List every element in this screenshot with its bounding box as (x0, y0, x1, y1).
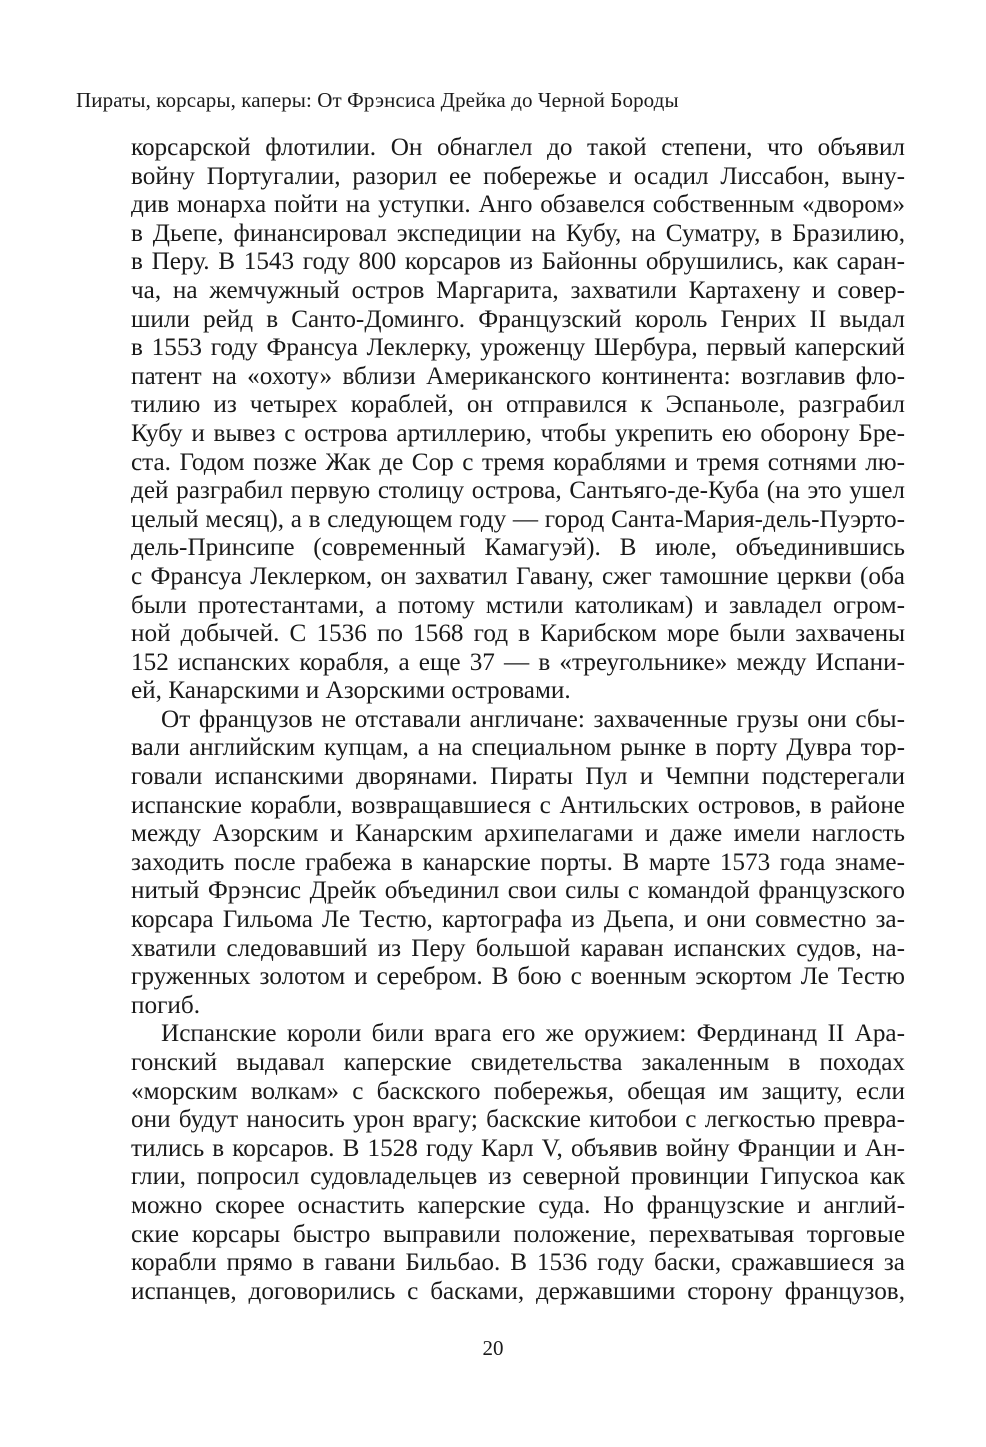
text-line: груженных золотом и серебром. В бою с военным эскортом Ле Тестю (131, 963, 905, 991)
text-line: вали английским купцам, а на специальном рынке в порту Дувра тор- (131, 734, 905, 762)
text-line: говали испанскими дворянами. Пираты Пул и Чемпни подстерегали (131, 763, 905, 791)
text-line: заходить после грабежа в канарские порты. В марте 1573 года знаме- (131, 848, 905, 876)
body-text (131, 134, 905, 1306)
text-line: войну Португалии, разорил ее побережье и осадил Лиссабон, выну- (131, 162, 905, 190)
paragraph (131, 134, 905, 706)
text-line: гонский выдавал каперские свидетельства закаленным в походах (131, 1049, 905, 1076)
text-line: Кубу и вывез с острова артиллерию, чтобы укрепить ею оборону Бре- (131, 419, 905, 447)
text-line: дель-Принсипе (современный Камагуэй). В июле, объединившись (131, 534, 905, 562)
text-line: целый месяц), а в следующем году — город Санта-Мария-дель-Пуэрто- (131, 505, 905, 533)
text-line: тились в корсаров. В 1528 году Карл V, объявив войну Франции и Ан- (131, 1134, 905, 1162)
text-line: 152 испанских корабля, а еще 37 — в «треугольнике» между Испани- (131, 648, 905, 676)
text-line: корсара Гильома Ле Тестю, картографа из Дьепа, и они совместно за- (131, 906, 905, 934)
text-line: див монарха пойти на уступки. Анго обзавелся собственным «двором» (131, 191, 905, 219)
text-line: погиб. (131, 991, 200, 1019)
text-line: ста. Годом позже Жак де Сор с тремя кораблями и тремя сотнями лю- (131, 448, 905, 476)
text-line: тилию из четырех кораблей, он отправился к Эспаньоле, разграбил (131, 391, 905, 419)
text-line: хватили следовавший из Перу большой караван испанских судов, на- (131, 934, 905, 962)
text-line: нитый Фрэнсис Дрейк объединил свои силы с командой французского (131, 877, 905, 905)
text-line: Испанские короли били врага его же оружием: Фердинанд II Ара- (161, 1020, 905, 1048)
text-line: они будут наносить урон врагу; баскские китобои с легкостью превра- (131, 1106, 905, 1134)
text-line: между Азорским и Канарским архипелагами и даже имели наглость (131, 820, 905, 848)
text-line: с Франсуа Леклерком, он захватил Гавану, сжег тамошние церкви (оба (131, 562, 905, 590)
text-line: патент на «охоту» вблизи Американского континента: возглавив фло- (131, 362, 905, 390)
running-head: Пираты, корсары, каперы: От Фрэнсиса Дрейка до Черной Бороды (76, 88, 679, 112)
text-line: ские корсары быстро выправили положение, перехватывая торговые (131, 1220, 905, 1248)
text-line: в 1553 году Франсуа Леклерку, уроженцу Шербура, первый каперский (131, 334, 905, 362)
text-line: можно скорее оснастить каперские суда. Но французские и англий- (131, 1191, 905, 1219)
text-line: дей разграбил первую столицу острова, Сантьяго-де-Куба (на это ушел (131, 477, 905, 505)
text-line: испанцев, договорились с басками, державшими сторону французов, (131, 1277, 905, 1305)
text-line: корабли прямо в гавани Бильбао. В 1536 году баски, сражавшиеся за (131, 1249, 905, 1277)
paragraph (131, 706, 905, 1021)
text-line: «морским волкам» с баскского побережья, обещая им защиту, если (131, 1077, 905, 1105)
text-line: в Дьепе, финансировал экспедиции на Кубу, на Суматру, в Бразилию, (131, 219, 905, 247)
page-number: 20 (482, 1336, 504, 1360)
text-line: испанские корабли, возвращавшиеся с Антильских островов, в районе (131, 791, 905, 819)
text-line: были протестантами, а потому мстили католикам) и завладел огром- (131, 591, 905, 619)
text-line: ной добычей. С 1536 по 1568 год в Карибском море были захвачены (131, 620, 905, 648)
paragraph (131, 1020, 905, 1306)
text-line: шили рейд в Санто-Доминго. Французский король Генрих II выдал (131, 305, 905, 333)
text-line: корсарской флотилии. Он обнаглел до такой степени, что объявил (131, 134, 905, 161)
text-line: глии, попросил судовладельцев из северной провинции Гипускоа как (131, 1163, 905, 1191)
text-line: в Перу. В 1543 году 800 корсаров из Байонны обрушились, как саран- (131, 248, 905, 276)
text-line: От французов не отставали англичане: захваченные грузы они сбы- (161, 705, 905, 733)
text-line: ей, Канарскими и Азорскими островами. (131, 677, 571, 705)
text-line: ча, на жемчужный остров Маргарита, захватили Картахену и совер- (131, 276, 905, 304)
